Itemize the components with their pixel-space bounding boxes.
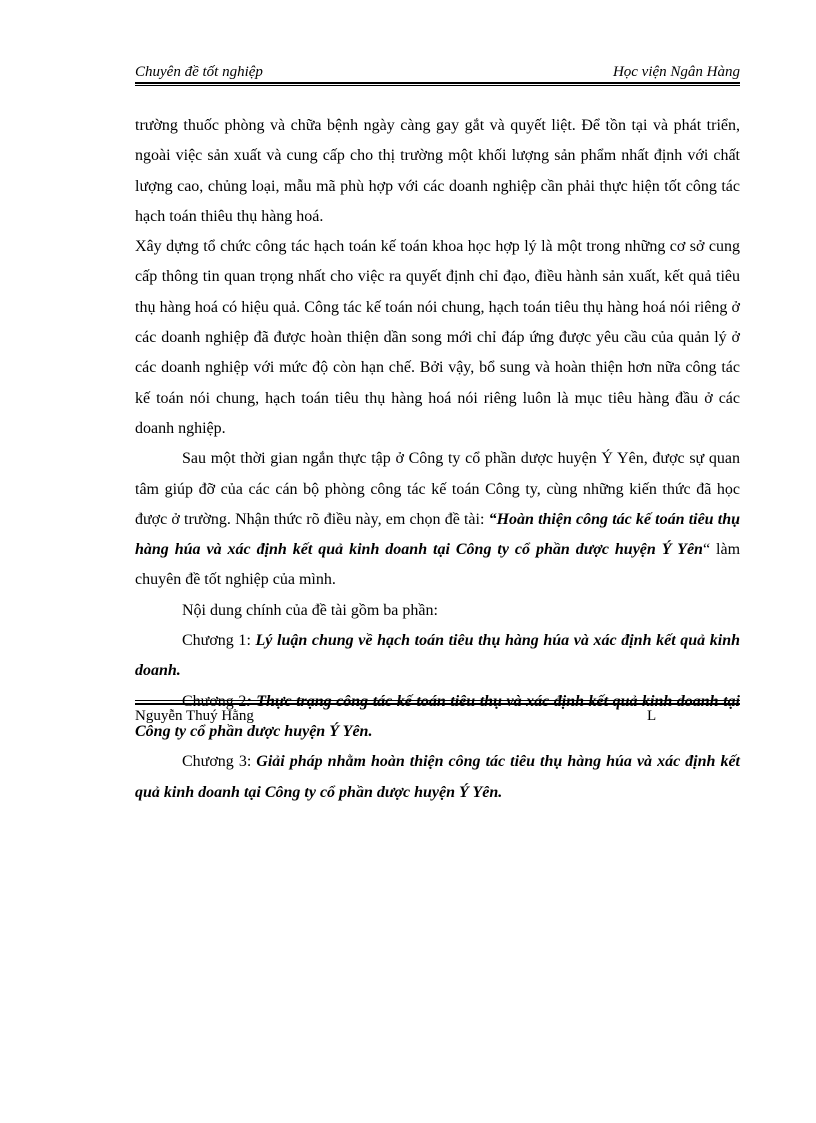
footer-rule-thin — [135, 700, 740, 701]
internship-text: Sau một thời gian ngắn thực tập ở Công ty cổ phần dược huyện Ý Yên, được sự quan tâm giúp đỡ của các cán bộ phòng công tác kế toán Công ty, cùng những kiến thức đã học được ở trường. Nhận thức rõ điều này, em chọn đề tài: — [135, 450, 740, 528]
paragraph-internship — [135, 444, 740, 595]
chapter-label: Chương 1 — [182, 632, 247, 650]
chapter-separator: : — [246, 753, 257, 771]
chapter-separator: : — [246, 632, 256, 650]
footer-rule-thick — [135, 703, 740, 705]
chapter-title: : Thực trạng công tác kế toán tiêu thụ và xác định kết quả kinh doanh tại Công ty cổ phần dược huyện Ý Yên. — [135, 692, 741, 740]
chapter-title: Giải pháp nhằm hoàn thiện công tác tiêu thụ hàng húa và xác định kết quả kinh doanh tại Công ty cổ phần dược huyện Ý Yên. — [135, 753, 740, 801]
chapter-title: Lý luận chung về hạch toán tiêu thụ hàng húa và xác định kết quả kinh doanh. — [135, 632, 741, 680]
internship-text-end: “ làm chuyên đề tốt nghiệp của mình. — [135, 541, 741, 589]
header-rule-thick — [135, 82, 740, 84]
paragraph-continuation: trường thuốc phòng và chữa bệnh ngày càng gay gắt và quyết liệt. Để tồn tại và phát triển, ngoài việc sản xuất và cung cấp cho thị trường một khối lượng sản phẩm nhất định với chất lượng cao, chủng loại, mẫu mã phù hợp với các doanh nghiệp cần phải thực hiện tốt công tác hạch toán thiêu thụ hàng hoá. — [135, 117, 740, 225]
page-footer — [135, 706, 740, 726]
header-rule-thin — [135, 85, 740, 86]
chapter-label: Chương 3 — [182, 753, 247, 771]
paragraph-content-intro: Nội dung chính của đề tài gồm ba phần: — [182, 601, 438, 619]
chapter-1 — [135, 626, 740, 687]
thesis-title: “Hoàn thiện công tác kế toán tiêu thụ hàng húa và xác định kết quả kinh doanh tại Công ty cổ phần dược huyện Ý Yên — [135, 510, 740, 559]
header-institution: Học viện Ngân Hàng — [612, 64, 740, 80]
paragraph-accounting-organization: Xây dựng tổ chức công tác hạch toán kế toán khoa học hợp lý là một trong những cơ sở cung cấp thông tin quan trọng nhất cho việc ra quyết định chỉ đạo, điều hành sản xuất, kết quả tiêu thụ hàng hoá có hiệu quả. Công tác kế toán nói chung, hạch toán tiêu thụ hàng hoá nói riêng ở các doanh nghiệp đã được hoàn thiện dần song mới chỉ đáp ứng được yêu cầu của quản lý ở các doanh nghiệp với mức độ còn hạn chế. Bởi vậy, bổ sung và hoàn thiện hơn nữa công tác kế toán nói chung, hạch toán tiêu thụ hàng hoá nói riêng luôn là mục tiêu hàng đầu ở các doanh nghiệp. — [135, 238, 740, 437]
page-number: L — [647, 708, 657, 724]
page-header — [135, 62, 740, 82]
footer-author: Nguyễn Thuý Hằng — [135, 708, 254, 724]
chapter-3 — [135, 747, 740, 808]
header-document-type: Chuyên đề tốt nghiệp — [135, 64, 263, 80]
chapter-label: Chương 2 — [182, 692, 247, 710]
